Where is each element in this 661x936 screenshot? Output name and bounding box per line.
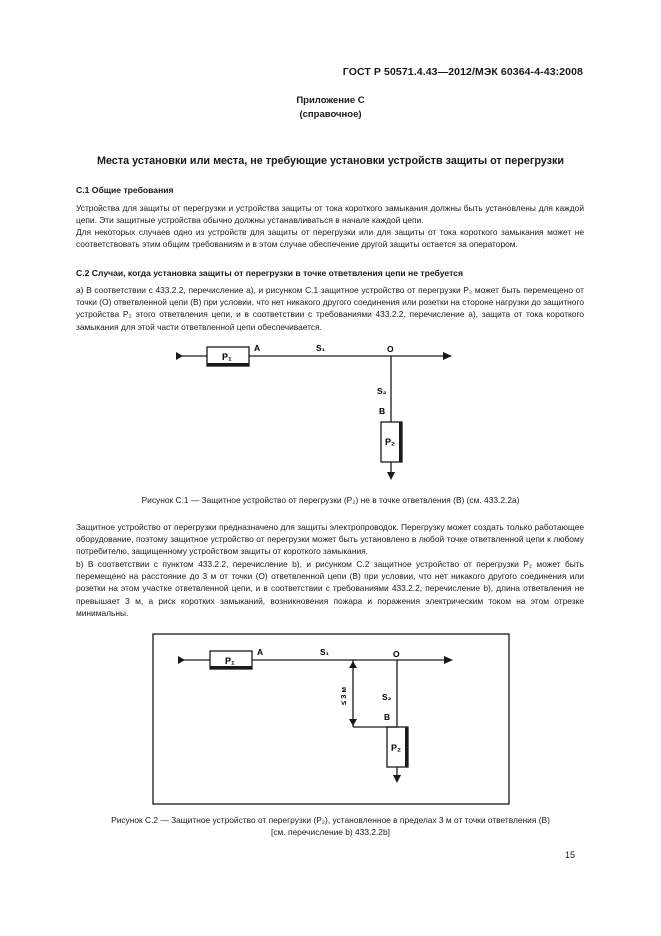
label-distance: ≤ 3 м [339,686,348,705]
label-a: A [254,343,261,353]
label-p2: P₂ [385,437,396,447]
right-arrow-icon [443,352,452,360]
label-p1: P₁ [222,352,232,362]
figure-c1-diagram [0,330,661,490]
device-p1-shadow [207,363,249,366]
section-c1-paragraph-1: Устройства для защиты от перегрузки и устройства защиты от тока короткого замыкания должны быть установлены для каждой цепи. Эти защитные устройства обычно должны устанавливаться в начале каждой цепи. [76,203,584,226]
right-arrow-icon [444,656,453,664]
device-p1-shadow [210,666,252,669]
dimension-down-arrow-icon [349,719,357,726]
figure-c1-caption: Рисунок С.1 — Защитное устройство от перегрузки (P₂) не в точке ответвления (В) (см. 433.2.2а) [141,495,520,505]
label-s2: S₂ [377,386,387,396]
label-s1: S₁ [316,343,326,353]
figure-c2-caption-line-1: Рисунок С.2 — Защитное устройство от перегрузки (P₂), установленное в пределах 3 м от точки ответвления (В) [111,815,550,825]
input-arrow-icon [178,656,185,664]
device-p2-shadow [405,727,408,767]
label-s1: S₁ [320,647,330,657]
annex-note: (справочное) [299,109,362,120]
label-p2: P₂ [391,743,402,753]
figure-c2-diagram [0,630,661,810]
label-s2: S₂ [382,692,392,702]
page-number: 15 [564,850,575,860]
section-c2-paragraph-a: а) В соответствии с 433.2.2, перечисление а), и рисунком С.1 защитное устройство от перегрузки P₂ может быть перемещено от точки (О) ответвленной цепи (В) при условии, что нет никакого другого соединения или розетки на стороне нагрузки до защитного устройства P₂ этого ответвления цепи, и в соответствии с требованиями 433.2.2, перечисление а), защита от тока короткого замыкания для этой части ответвленной цепи обеспечивается. [76,285,584,332]
section-c2-paragraph-mid: Защитное устройство от перегрузки предназначено для защиты электропроводок. Перегрузку может создать только работающее оборудование, поэтому защитное устройство от перегрузки может быть установлено в любой точке ответвленной цепи к любому потребителю, защищенному устройством защиты от короткого замыкания. [76,522,584,557]
label-a: A [257,647,264,657]
section-c1-heading: С.1 Общие требования [76,185,174,195]
dimension-up-arrow-icon [349,661,357,668]
label-p1: P₁ [225,656,235,666]
device-p2-shadow [399,422,402,462]
annex-title: Приложение С [296,95,365,106]
down-arrow-icon [387,472,395,480]
figure-c2-caption-line-2: [см. перечисление b) 433.2.2b] [271,827,390,837]
input-arrow-icon [176,352,183,360]
section-c1-paragraph-2: Для некоторых случаев одно из устройств для защиты от перегрузки или для защиты от тока короткого замыкания может не соответствовать этим общим требованиям и в этом случае обеспечение другой защиты остается за оператором. [76,227,584,250]
label-o: O [393,649,400,659]
section-c2-paragraph-b: b) В соответствии с пунктом 433.2.2, перечисление b), и рисунком С.2 защитное устройство от перегрузки P₂ может быть перемещено на расстояние до 3 м от точки (О) ответвленной цепи (В) при условии, что нет никакого другого соединения или розетки на этом участке ответвленной цепи, и в соответствии с требованиями 433.2.2, перечисление b), длина ответвления не превышает 3 м, а риск коротких замыканий, возникновения пожара и поражения электрическим током на этом отрезке минимальны. [76,559,584,618]
label-o: O [387,344,394,354]
section-c2-heading: С.2 Случаи, когда установка защиты от перегрузки в точке ответвления цепи не требуется [76,268,463,278]
standard-header: ГОСТ Р 50571.4.43—2012/МЭК 60364-4-43:2008 [342,66,583,78]
label-b: B [379,406,386,416]
label-b: B [384,712,391,722]
main-title: Места установки или места, не требующие установки устройств защиты от перегрузки [96,155,565,167]
down-arrow-icon [393,775,401,783]
